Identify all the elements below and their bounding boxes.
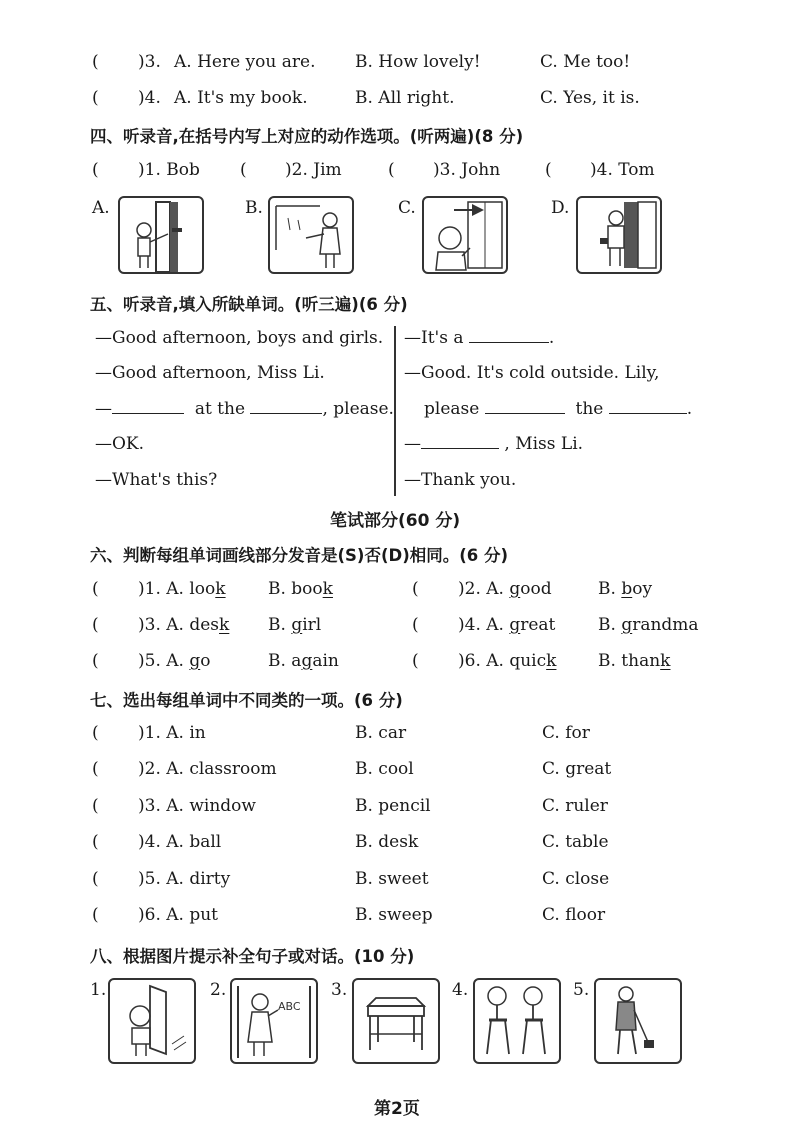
s7-row-6-b: B. sweep [355,905,433,925]
page-number: 第2页 [374,1099,420,1119]
s7-row-2-a: )2. A. classroom [138,759,277,780]
miss-li: , Miss Li. [504,434,584,454]
man-sweeping-icon [596,980,680,1062]
s7-paren: ( [92,795,99,816]
s7-paren: ( [92,905,99,925]
s7-row-2-b: B. cool [355,759,414,780]
s7-row-5-a: )5. A. dirty [138,868,231,889]
s4-item4: )4. Tom [590,160,655,180]
written-part-title: 笔试部分(60 分) [330,511,461,531]
s6-q5: )5. A. go [138,651,211,671]
q3-option-b: B. How lovely! [355,52,481,72]
s4-option-b-label: B. [245,198,263,218]
s5-right-line4 [404,434,583,454]
s8-num-1: 1. [90,980,107,1000]
s4-option-d-label: D. [551,198,570,218]
s7-paren: ( [92,723,99,743]
boy-at-door-icon [578,198,660,272]
column-divider [394,326,396,496]
s6-q4-b: B. grandma [598,615,699,635]
s5-right-line1 [404,328,554,348]
section-4-title: 四、听录音,在括号内写上对应的动作选项。(听两遍)(8 分) [90,127,524,146]
s5-left-line3 [95,399,394,419]
teacher-pointing-icon [270,198,352,272]
s4-option-a-label: A. [92,198,110,218]
s4-item1-paren: ( [92,160,99,180]
s4-item2-paren: ( [240,160,247,180]
s6-paren: ( [412,651,419,671]
s4-item2: )2. Jim [285,160,342,180]
s7-row-1-c: C. for [542,723,590,743]
s8-num-2: 2. [210,980,227,1000]
s6-q2-b: B. boy [598,579,653,599]
q4-option-b: B. All right. [355,88,455,108]
s8-num-3: 3. [331,980,348,1000]
s6-q6-b: B. thank [598,651,671,671]
s6-paren: ( [412,579,419,599]
s5-left-line5: —What's this? [95,470,218,490]
s8-picture-teacher-board [230,978,318,1064]
s6-q1: )1. A. look [138,579,226,599]
s6-q6: )6. A. quick [458,651,557,671]
q3-paren: ( [92,52,99,72]
s7-paren: ( [92,868,99,889]
s4-item3-paren: ( [388,160,395,180]
s6-q4: )4. A. great [458,615,556,635]
s5-right-line2: —Good. It's cold outside. Lily, [404,363,660,383]
section-8-title: 八、根据图片提示补全句子或对话。(10 分) [90,947,415,966]
teacher-at-board-icon [232,980,316,1062]
picture-put-away [576,196,662,274]
s6-paren: ( [92,615,99,635]
period: . [686,399,693,419]
s7-row-3-a: )3. A. window [138,795,256,816]
q3-number: )3. [138,52,161,72]
girl-closing-window-icon [424,198,506,272]
board-text: ABC [278,1000,301,1013]
picture-open-door [118,196,204,274]
animal-chairs-icon [475,980,559,1062]
s6-q3: )3. A. desk [138,615,230,635]
s7-row-1-b: B. car [355,723,407,743]
s8-num-5: 5. [573,980,590,1000]
s7-row-3-b: B. pencil [355,795,431,816]
s7-row-4-c: C. table [542,832,609,853]
please: please [424,399,480,419]
s8-picture-chairs [473,978,561,1064]
blank-6[interactable] [421,434,499,449]
section-5-title: 五、听录音,填入所缺单词。(听三遍)(6 分) [90,295,408,314]
s6-paren: ( [92,651,99,671]
s7-row-6-a: )6. A. put [138,905,219,925]
s5-left-at-the: at the [194,399,246,419]
s7-row-4-a: )4. A. ball [138,832,222,853]
its-a: —It's a [404,328,464,348]
q4-paren: ( [92,88,99,108]
s5-left-please: , please. [322,399,394,419]
s7-row-1-a: )1. A. in [138,723,206,743]
s6-paren: ( [412,615,419,635]
blank-1[interactable] [112,399,184,414]
q4-option-c: C. Yes, it is. [540,88,640,108]
s6-q3-b: B. girl [268,615,322,635]
section-7-title: 七、选出每组单词中不同类的一项。(6 分) [90,691,403,710]
dash: — [404,434,421,454]
blank-4[interactable] [485,399,565,414]
blank-2[interactable] [250,399,322,414]
blank-5[interactable] [609,399,687,414]
s7-row-5-b: B. sweet [355,868,429,889]
s6-q5-b: B. again [268,651,339,671]
s8-picture-desk [352,978,440,1064]
dash: — [95,399,112,419]
s5-right-line3 [424,399,692,419]
q4-option-a: A. It's my book. [174,88,308,108]
s8-num-4: 4. [452,980,469,1000]
s4-item4-paren: ( [545,160,552,180]
picture-close-window [422,196,508,274]
s5-left-line2: —Good afternoon, Miss Li. [95,363,325,383]
s7-row-5-c: C. close [542,868,610,889]
s4-item1: )1. Bob [138,160,200,180]
s5-right-line5: —Thank you. [404,470,517,490]
s7-paren: ( [92,759,99,780]
desk-icon [354,980,438,1062]
s5-left-line4: —OK. [95,434,145,454]
the: the [575,399,604,419]
s7-row-2-c: C. great [542,759,612,780]
q3-option-c: C. Me too! [540,52,631,72]
blank-3[interactable] [469,328,549,343]
s7-row-3-c: C. ruler [542,795,608,816]
section-6-title: 六、判断每组单词画线部分发音是(S)否(D)相同。(6 分) [90,546,509,565]
boy-opening-door-icon [120,198,202,272]
picture-point-board [268,196,354,274]
s4-option-c-label: C. [398,198,416,218]
q3-option-a: A. Here you are. [174,52,316,72]
s7-paren: ( [92,832,99,853]
boy-opening-door-icon [110,980,194,1062]
s7-row-6-c: C. floor [542,905,606,925]
s6-q2: )2. A. good [458,579,552,599]
s6-q1-b: B. book [268,579,333,599]
period: . [548,328,555,348]
q4-number: )4. [138,88,161,108]
s5-left-line1: —Good afternoon, boys and girls. [95,328,384,348]
s7-row-4-b: B. desk [355,832,419,853]
s8-picture-sweep [594,978,682,1064]
s6-paren: ( [92,579,99,599]
s4-item3: )3. John [433,160,501,180]
s8-picture-open-door [108,978,196,1064]
